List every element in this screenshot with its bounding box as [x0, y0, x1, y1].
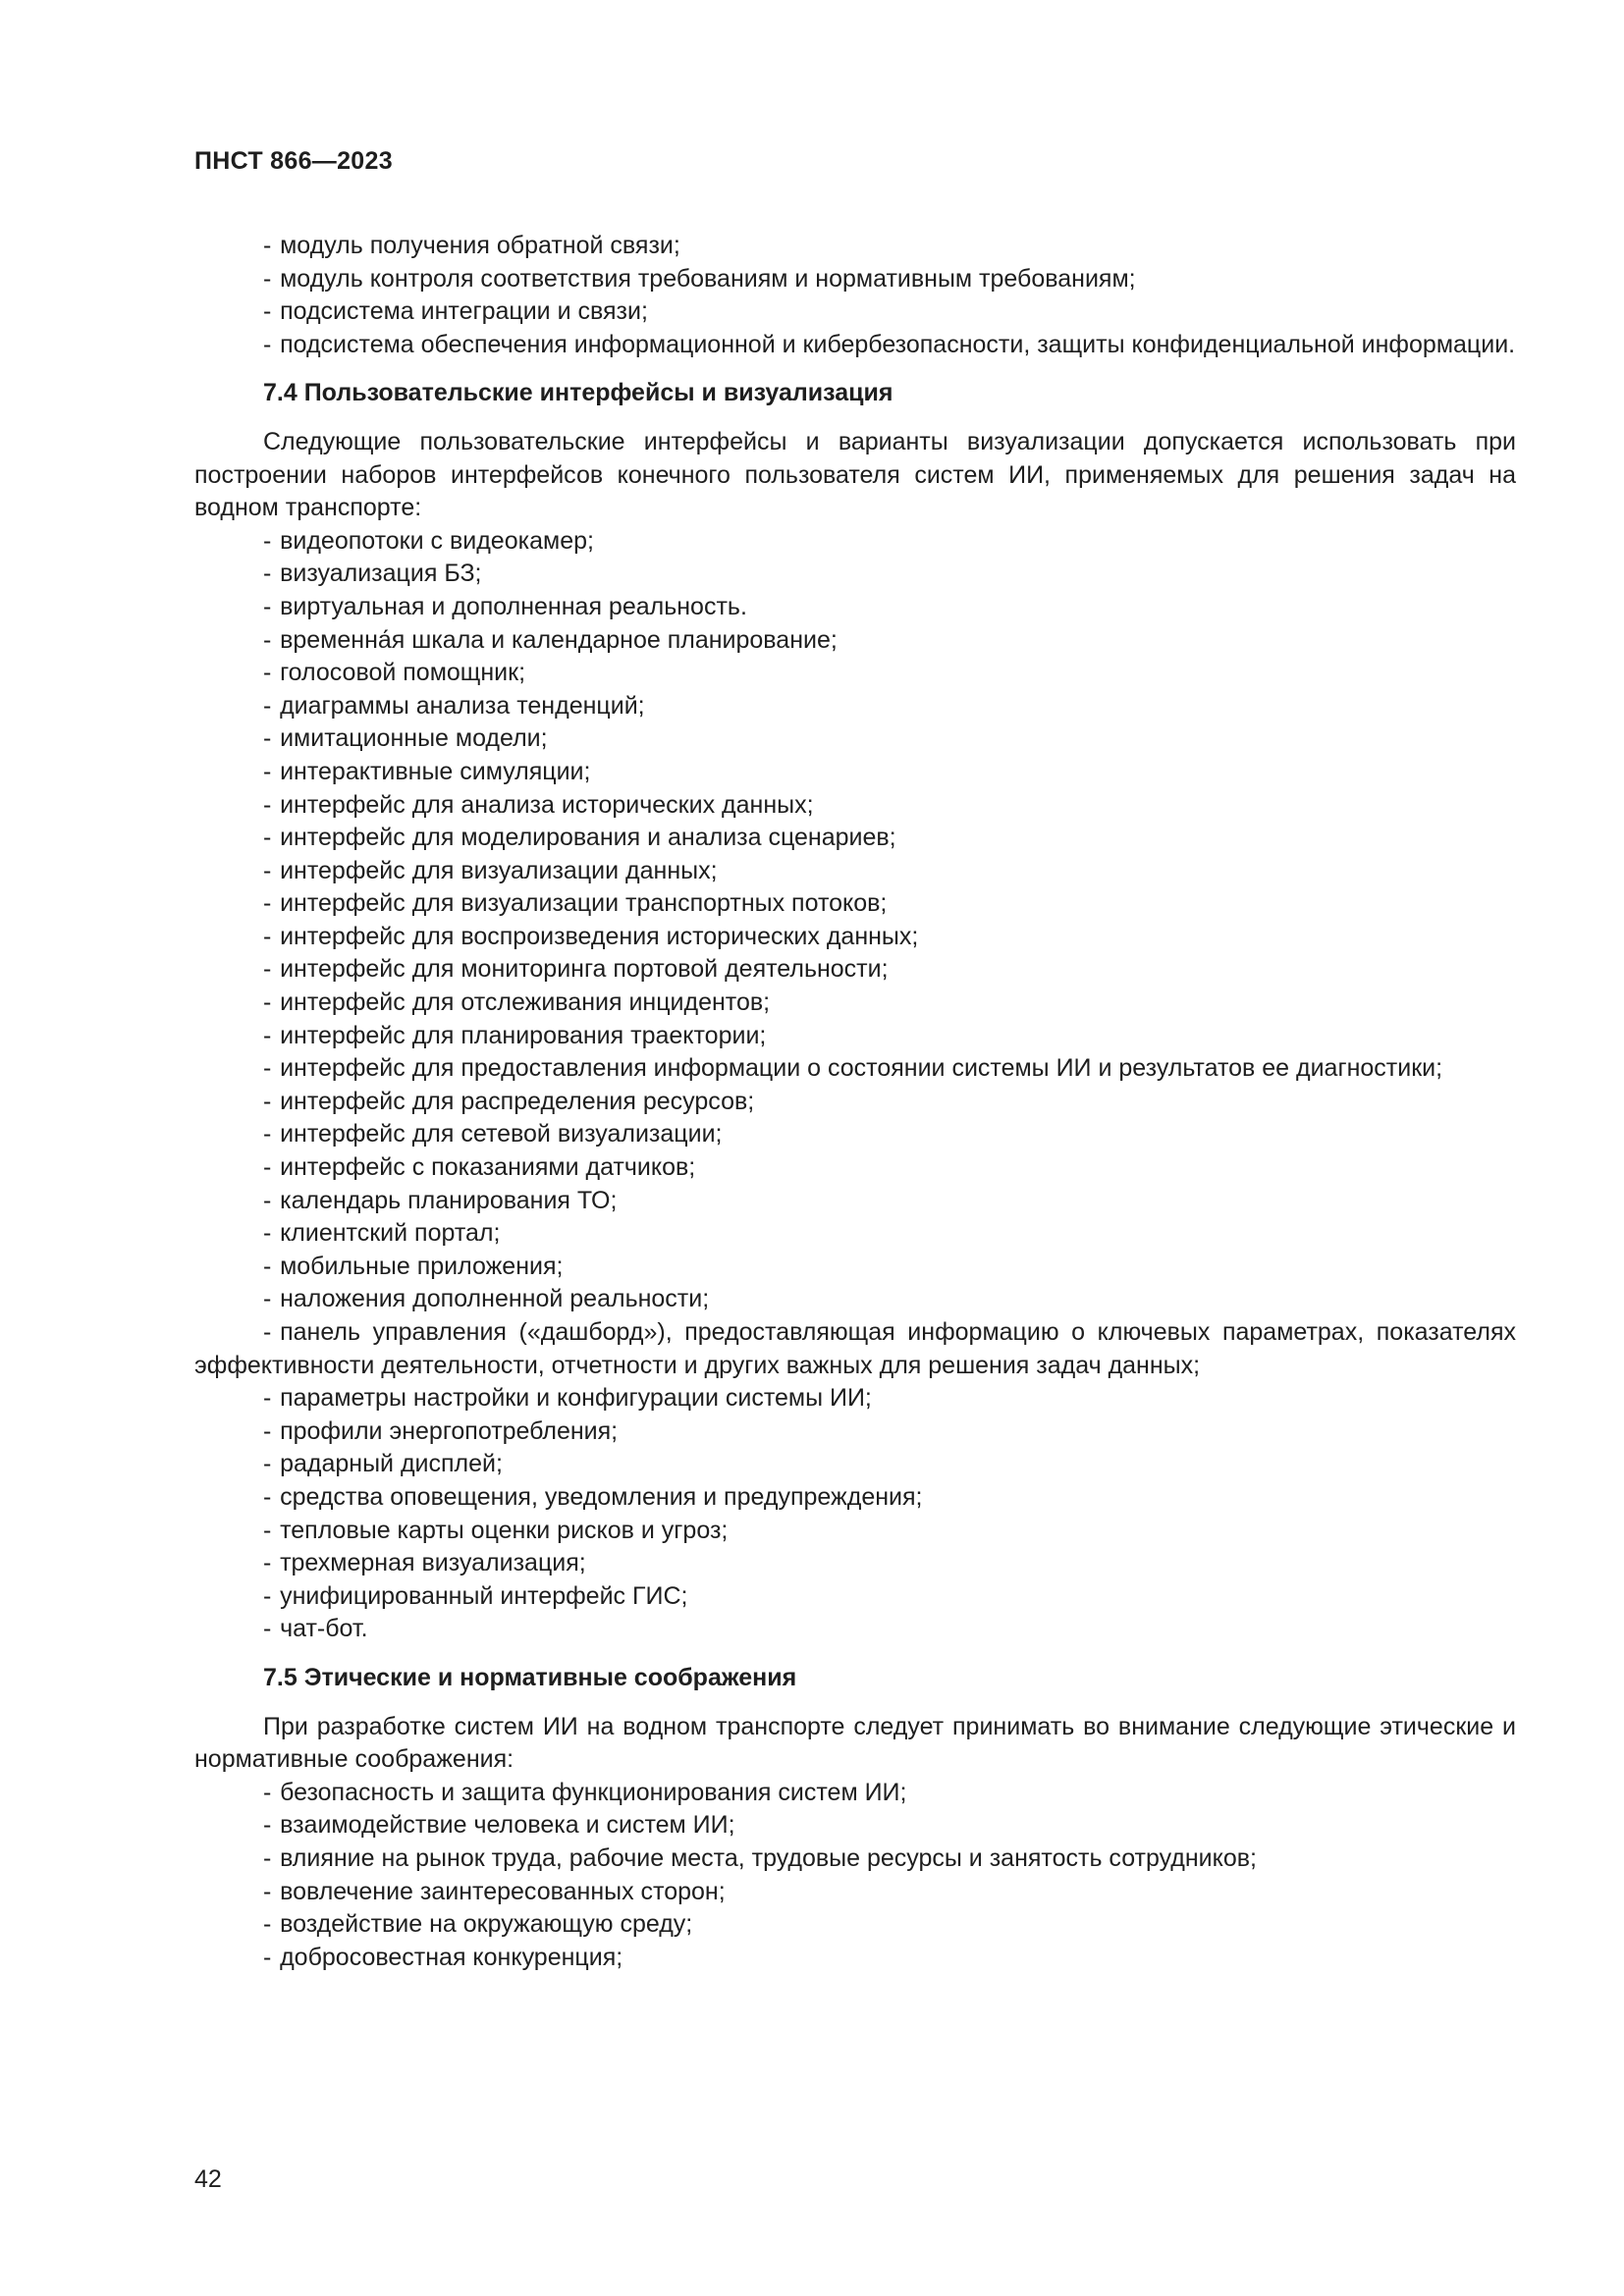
- list-item: [194, 789, 1516, 823]
- list-dash: -: [263, 1285, 272, 1313]
- list-item-text: клиентский портал;: [280, 1219, 501, 1248]
- list-dash: -: [263, 824, 272, 852]
- list-dash: -: [263, 1120, 272, 1148]
- list-dash: -: [263, 757, 272, 785]
- list-item: [194, 1415, 1516, 1449]
- list-item: [194, 1547, 1516, 1580]
- list-item: [194, 921, 1516, 954]
- list-item: [194, 1052, 1516, 1086]
- list-item: [194, 295, 1516, 329]
- list-dash: -: [263, 1516, 272, 1544]
- list-dash: -: [263, 1450, 272, 1478]
- list-item: [194, 1842, 1516, 1876]
- list-item-text: вовлечение заинтересованных сторон;: [280, 1877, 726, 1905]
- list-item: [194, 1580, 1516, 1614]
- list-item: [194, 1876, 1516, 1909]
- list-dash: -: [263, 1087, 272, 1115]
- list-item-text: воздействие на окружающую среду;: [280, 1910, 693, 1939]
- list-item: [194, 1382, 1516, 1415]
- list-item-text: интерфейс для визуализации данных;: [280, 856, 718, 884]
- list-item-text: безопасность и защита функционирования систем ИИ;: [280, 1778, 907, 1806]
- list-item: [194, 1809, 1516, 1842]
- list-dash: -: [263, 889, 272, 918]
- list-item-text: унифицированный интерфейс ГИС;: [280, 1581, 688, 1610]
- list-item-text: календарь планирования ТО;: [280, 1186, 618, 1214]
- list-item: [194, 525, 1516, 559]
- list-dash: -: [263, 1384, 272, 1413]
- list-item: [194, 1118, 1516, 1151]
- list-dash: -: [263, 232, 272, 259]
- list-item: [194, 1185, 1516, 1218]
- list-dash: -: [263, 1811, 272, 1840]
- list-item: [194, 1086, 1516, 1119]
- list-dash: -: [263, 790, 272, 819]
- list-item-text: интерфейс для визуализации транспортных потоков;: [280, 889, 888, 918]
- list-item: [194, 1777, 1516, 1810]
- list-dash: -: [263, 1877, 272, 1905]
- list-item: [194, 263, 1516, 296]
- list-dash: -: [263, 955, 272, 984]
- list-item: [194, 1217, 1516, 1251]
- section-7-5-list: [194, 1777, 1516, 1975]
- list-dash: -: [263, 1054, 272, 1083]
- list-item: [194, 1942, 1516, 1975]
- list-item-text: интерактивные симуляции;: [280, 757, 591, 785]
- list-item: [194, 1020, 1516, 1053]
- list-item-text: мобильные приложения;: [280, 1252, 564, 1280]
- list-item-text: интерфейс для моделирования и анализа сценариев;: [280, 824, 896, 852]
- list-item-text: интерфейс для сетевой визуализации;: [280, 1120, 723, 1148]
- list-item: [194, 1613, 1516, 1646]
- list-item-text: интерфейс с показаниями датчиков;: [280, 1153, 696, 1182]
- list-item-text: интерфейс для предоставления информации о состоянии системы ИИ и результатов ее диагностики;: [280, 1054, 1443, 1083]
- list-item-text: голосовой помощник;: [280, 659, 526, 687]
- list-dash: -: [263, 1843, 272, 1872]
- list-item-text: модуль контроля соответствия требованиям и нормативным требованиям;: [280, 264, 1136, 293]
- list-item-text: виртуальная и дополненная реальность.: [280, 592, 747, 620]
- list-item: [194, 887, 1516, 921]
- list-item-text: визуализация БЗ;: [280, 560, 482, 588]
- list-item-text: наложения дополненной реальности;: [280, 1285, 710, 1313]
- list-item: [194, 657, 1516, 690]
- list-item: [194, 722, 1516, 756]
- list-item-text: параметры настройки и конфигурации системы ИИ;: [280, 1384, 872, 1413]
- list-item-text: подсистема интеграции и связи;: [280, 297, 648, 326]
- list-item-text: тепловые карты оценки рисков и угроз;: [280, 1516, 729, 1544]
- list-item: [194, 329, 1516, 362]
- page-number: 42: [194, 2165, 222, 2193]
- page-content: [194, 230, 1516, 1974]
- list-item-text: имитационные модели;: [280, 724, 548, 753]
- list-dash: -: [263, 1482, 272, 1511]
- list-dash: -: [263, 330, 272, 358]
- list-dash: -: [263, 691, 272, 720]
- intro-list: [194, 230, 1516, 361]
- list-item-text: подсистема обеспечения информационной и кибербезопасности, защиты конфиденциальной информации.: [280, 330, 1516, 358]
- list-item-text: взаимодействие человека и систем ИИ;: [280, 1811, 735, 1840]
- list-item: [194, 624, 1516, 658]
- list-dash: -: [263, 625, 272, 654]
- list-item-text: интерфейс для отслеживания инцидентов;: [280, 988, 771, 1017]
- section-7-5-intro: При разработке систем ИИ на водном транспорте следует принимать во внимание следующие этические и нормативные соображения:: [194, 1712, 1516, 1774]
- list-dash: -: [263, 592, 272, 620]
- list-item: [194, 1283, 1516, 1316]
- list-dash: -: [263, 560, 272, 588]
- list-item-text: трехмерная визуализация;: [280, 1549, 586, 1577]
- list-item: [194, 756, 1516, 789]
- list-dash: -: [263, 988, 272, 1017]
- list-item-text: интерфейс для планирования траектории;: [280, 1021, 767, 1049]
- section-7-4-intro: Следующие пользовательские интерфейсы и варианты визуализации допускается использовать при построении наборов интерфейсов конечного пользователя систем ИИ, применяемых для решения задач на водном транспорте:: [194, 427, 1516, 522]
- list-item-text: панель управления («дашборд»), предоставляющая информацию о ключевых параметрах, показателях эффективности деятельности, отчетности и других важных для решения задач данных;: [194, 1318, 1516, 1379]
- list-dash: -: [263, 659, 272, 687]
- list-item-text: модуль получения обратной связи;: [280, 232, 680, 259]
- list-dash: -: [263, 1219, 272, 1248]
- list-item: [194, 690, 1516, 723]
- list-item: [194, 855, 1516, 888]
- list-item: [194, 822, 1516, 855]
- list-item-text: добросовестная конкуренция;: [280, 1943, 623, 1971]
- list-item: [194, 1481, 1516, 1515]
- list-item: [194, 591, 1516, 624]
- list-item-text: временна́я шкала и календарное планирование;: [280, 625, 838, 654]
- list-item: [194, 230, 1516, 263]
- list-item-text: профили энергопотребления;: [280, 1416, 619, 1445]
- document-code: ПНСТ 866—2023: [194, 147, 393, 175]
- list-dash: -: [263, 1252, 272, 1280]
- list-item-text: видеопотоки с видеокамер;: [280, 526, 594, 555]
- section-7-4-heading: 7.4 Пользовательские интерфейсы и визуализация: [263, 379, 893, 407]
- list-dash: -: [263, 1549, 272, 1577]
- list-item-text: интерфейс для распределения ресурсов;: [280, 1087, 755, 1115]
- list-dash: -: [263, 1943, 272, 1971]
- list-dash: -: [263, 922, 272, 950]
- list-dash: -: [263, 1615, 272, 1643]
- list-dash: -: [263, 1581, 272, 1610]
- list-dash: -: [263, 856, 272, 884]
- list-dash: -: [263, 1416, 272, 1445]
- list-dash: -: [263, 297, 272, 326]
- list-item-text: интерфейс для мониторинга портовой деятельности;: [280, 955, 889, 984]
- list-item: [194, 1908, 1516, 1942]
- list-item-text: диаграммы анализа тенденций;: [280, 691, 645, 720]
- list-dash: -: [263, 1021, 272, 1049]
- list-item-text: влияние на рынок труда, рабочие места, трудовые ресурсы и занятость сотрудников;: [280, 1843, 1257, 1872]
- list-item: [194, 1316, 1516, 1382]
- list-dash: -: [263, 264, 272, 293]
- list-item: [194, 1251, 1516, 1284]
- list-item: [194, 558, 1516, 591]
- section-7-4-list: [194, 525, 1516, 1646]
- list-item: [194, 1151, 1516, 1185]
- list-item-text: чат-бот.: [280, 1615, 368, 1643]
- list-item-text: интерфейс для воспроизведения исторических данных;: [280, 922, 919, 950]
- list-dash: -: [263, 1778, 272, 1806]
- section-7-5-heading: 7.5 Этические и нормативные соображения: [263, 1663, 797, 1691]
- list-item: [194, 987, 1516, 1020]
- list-dash: -: [263, 1318, 272, 1346]
- list-item: [194, 1515, 1516, 1548]
- list-item-text: радарный дисплей;: [280, 1450, 503, 1478]
- list-dash: -: [263, 1186, 272, 1214]
- list-item: [194, 1448, 1516, 1481]
- list-dash: -: [263, 724, 272, 753]
- list-dash: -: [263, 1153, 272, 1182]
- list-dash: -: [263, 526, 272, 555]
- list-item: [194, 953, 1516, 987]
- list-dash: -: [263, 1910, 272, 1939]
- list-item-text: средства оповещения, уведомления и предупреждения;: [280, 1482, 923, 1511]
- list-item-text: интерфейс для анализа исторических данных;: [280, 790, 814, 819]
